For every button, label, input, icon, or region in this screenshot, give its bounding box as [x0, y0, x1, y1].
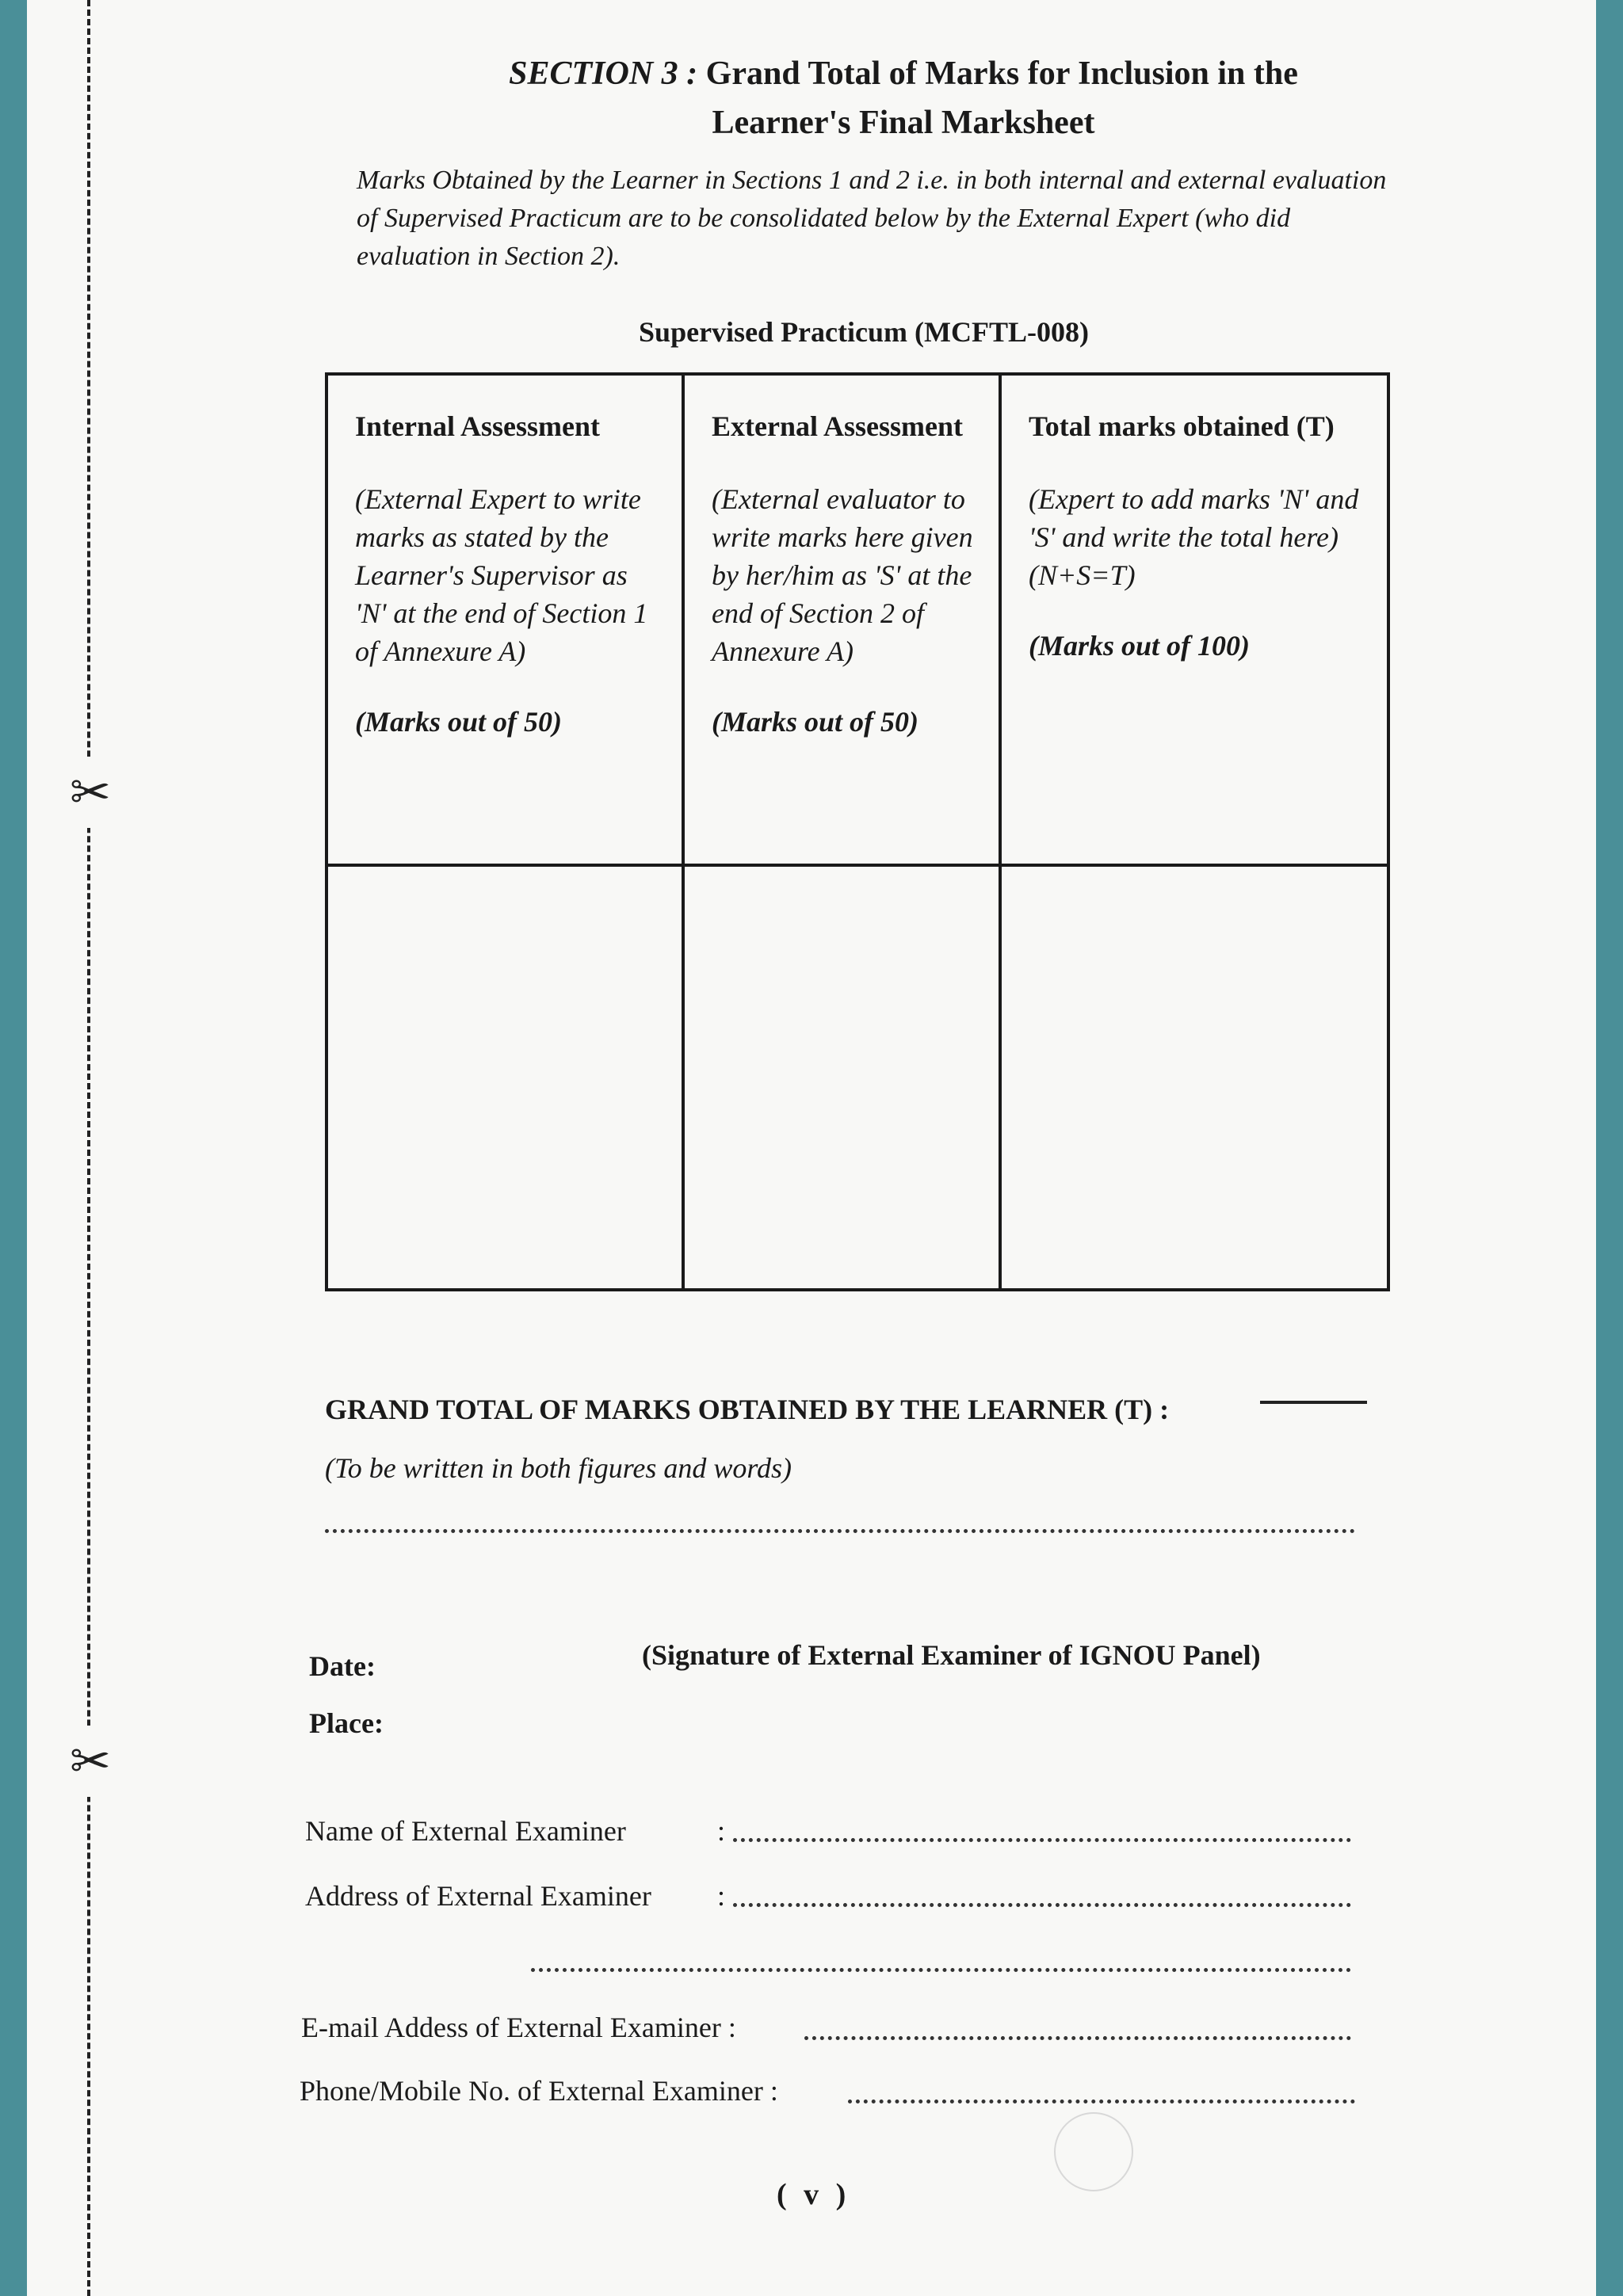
section-title — [341, 49, 1466, 147]
table-caption: Supervised Practicum (MCFTL-008) — [639, 316, 1089, 348]
column-header: External Assessment — [712, 410, 963, 442]
scissors-icon: ✂ — [68, 1726, 113, 1797]
examiner-address-field[interactable] — [733, 1903, 1351, 1907]
column-max-marks: (Marks out of 50) — [712, 706, 919, 738]
section-title-line1: Grand Total of Marks for Inclusion in the — [705, 55, 1298, 92]
grand-total-label: GRAND TOTAL OF MARKS OBTAINED BY THE LEARNER (T) : — [325, 1394, 1170, 1425]
section-title-line2: Learner's Final Marksheet — [712, 105, 1095, 141]
external-marks-cell[interactable] — [683, 865, 1000, 1290]
grand-total-field[interactable] — [1260, 1401, 1367, 1404]
column-max-marks: (Marks out of 50) — [355, 706, 563, 738]
signature-caption: (Signature of External Examiner of IGNOU Panel) — [642, 1639, 1261, 1671]
examiner-email-field[interactable] — [804, 2036, 1351, 2040]
header-cell-total — [1000, 374, 1388, 865]
column-header: Internal Assessment — [355, 410, 601, 442]
marks-entry-row — [327, 865, 1388, 1290]
examiner-address-label: Address of External Examiner — [305, 1880, 651, 1912]
scissors-icon: ✂ — [68, 757, 113, 828]
table-header-row — [327, 374, 1388, 865]
cut-line — [87, 0, 90, 2296]
internal-marks-cell[interactable] — [327, 865, 683, 1290]
intro-text: Marks Obtained by the Learner in Sections 1 and 2 i.e. in both internal and external evaluation of Supervised Practicum are to be consolidated below by the External Expert (who did evaluation in Section 2). — [357, 166, 1387, 271]
examiner-email-label: E-mail Addess of External Examiner : — [301, 2012, 736, 2043]
marks-table — [325, 372, 1390, 1291]
examiner-address-field-2[interactable] — [531, 1968, 1351, 1972]
grand-total-words-field[interactable] — [325, 1529, 1355, 1533]
grand-total-note: (To be written in both figures and words) — [325, 1452, 792, 1484]
column-max-marks: (Marks out of 100) — [1029, 630, 1251, 662]
examiner-phone-field[interactable] — [848, 2100, 1355, 2103]
column-header: Total marks obtained (T) — [1029, 410, 1335, 442]
column-note: (External Expert to write marks as stated by the Learner's Supervisor as 'N' at the end of Section 1 of Annexure A) — [355, 483, 648, 667]
header-cell-external — [683, 374, 1000, 865]
column-note: (External evaluator to write marks here given by her/him as 'S' at the end of Section 2 of Annexure A) — [712, 483, 973, 667]
examiner-name-label: Name of External Examiner — [305, 1815, 626, 1847]
column-note: (Expert to add marks 'N' and 'S' and write the total here) (N+S=T) — [1029, 483, 1359, 591]
total-marks-cell[interactable] — [1000, 865, 1388, 1290]
page-number: ( v ) — [777, 2178, 851, 2211]
section-label: SECTION 3 : — [509, 55, 698, 92]
place-label: Place: — [309, 1707, 384, 1739]
examiner-name-field[interactable] — [733, 1838, 1351, 1842]
examiner-phone-label: Phone/Mobile No. of External Examiner : — [300, 2075, 778, 2107]
faint-stamp-mark — [1054, 2112, 1133, 2191]
header-cell-internal — [327, 374, 683, 865]
date-label: Date: — [309, 1650, 376, 1682]
